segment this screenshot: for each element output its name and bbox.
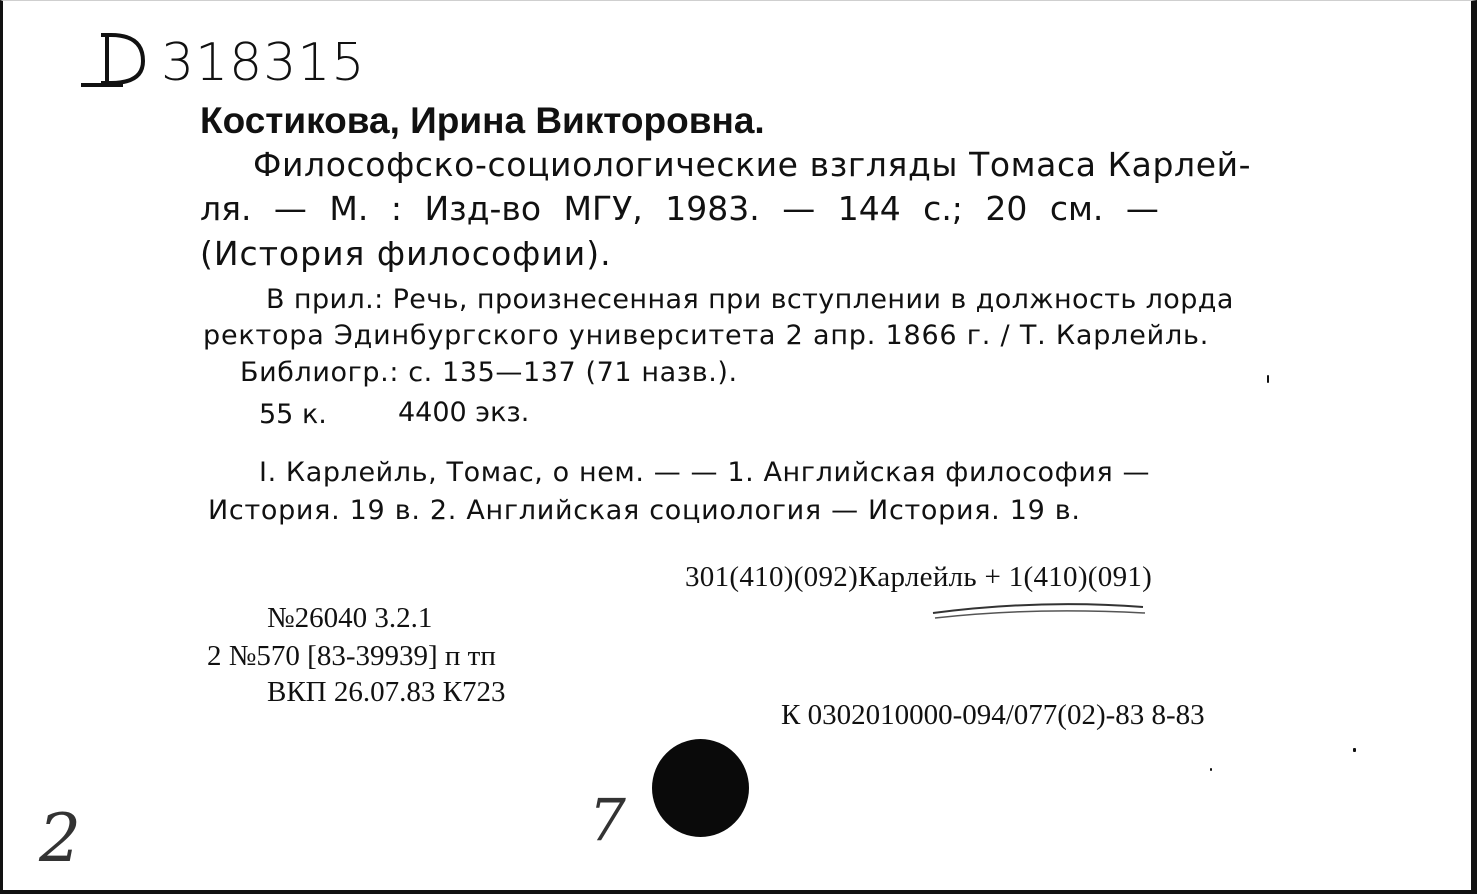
catalog-number: 318315 [161, 33, 366, 93]
title-line-3: (История философии). [200, 234, 612, 273]
author-heading: Костикова, Ирина Викторовна. [200, 100, 765, 141]
registry-line-3: ВКП 26.07.83 К723 [267, 676, 506, 708]
note-line-3: Библиогр.: с. 135—137 (71 назв.). [240, 357, 738, 388]
speck [1353, 748, 1356, 752]
price: 55 к. [259, 399, 327, 430]
handwritten-underline [931, 593, 1151, 623]
print-run: 4400 экз. [398, 397, 530, 428]
publication-code: К 0302010000-094/077(02)-83 8-83 [781, 699, 1205, 731]
registry-line-2: 2 №570 [83-39939] п тп [207, 640, 496, 672]
subject-line-1: I. Карлейль, Томас, о нем. — — 1. Английская философия — [259, 457, 1151, 488]
classification-index: 301(410)(092)Карлейль + 1(410)(091) [685, 561, 1153, 593]
title-line-1: Философско-социологические взгляды Томаса Карлей- [253, 145, 1252, 184]
handwritten-number-center: 7 [589, 786, 626, 854]
speck [1267, 375, 1269, 383]
library-mark-icon [77, 27, 157, 89]
title-line-2: ля. — М. : Изд-во МГУ, 1983. — 144 с.; 20 см. — [200, 189, 1159, 228]
registry-line-1: №26040 3.2.1 [267, 602, 433, 634]
subject-line-2: История. 19 в. 2. Английская социология — История. 19 в. [208, 495, 1081, 526]
punch-dot [652, 739, 749, 837]
note-line-2: ректора Эдинбургского университета 2 апр. 1866 г. / Т. Карлейль. [203, 320, 1210, 351]
handwritten-number-left: 2 [39, 800, 81, 877]
speck [1210, 768, 1212, 771]
note-line-1: В прил.: Речь, произнесенная при вступлении в должность лорда [266, 284, 1234, 315]
